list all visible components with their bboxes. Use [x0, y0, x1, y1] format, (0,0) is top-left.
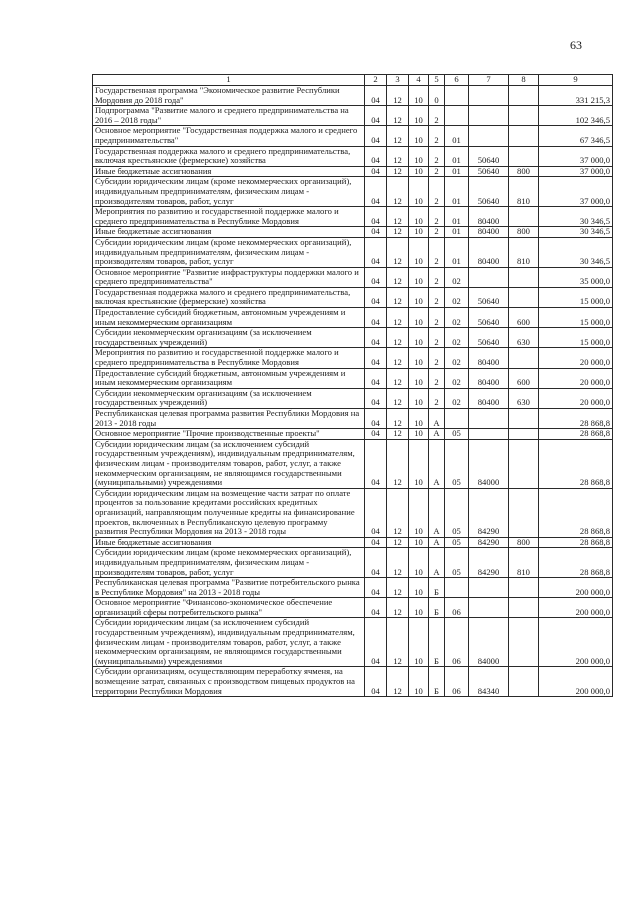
subsection-code-cell: 12: [387, 106, 409, 126]
section-code-cell: 04: [365, 618, 387, 667]
amount-cell: 28 868,8: [539, 537, 613, 548]
subsection-code-cell: 12: [387, 287, 409, 307]
section-code-cell: 04: [365, 106, 387, 126]
section-code-cell: 04: [365, 308, 387, 328]
section-code-cell: 04: [365, 237, 387, 267]
activity-code-cell: 01: [445, 237, 469, 267]
section-code-cell: 04: [365, 667, 387, 697]
row-name-cell: Субсидии некоммерческим организациям (за исключением государственных учреждений): [93, 328, 365, 348]
subprogram-code-cell: 2: [429, 287, 445, 307]
activity-code-cell: 01: [445, 227, 469, 238]
amount-cell: 35 000,0: [539, 267, 613, 287]
column-header: 6: [445, 75, 469, 86]
direction-code-cell: 84000: [469, 439, 509, 488]
section-code-cell: 04: [365, 537, 387, 548]
program-code-cell: 10: [409, 368, 429, 388]
table-row: [93, 429, 613, 440]
program-code-cell: 10: [409, 328, 429, 348]
subsection-code-cell: 12: [387, 328, 409, 348]
activity-code-cell: 02: [445, 348, 469, 368]
subsection-code-cell: 12: [387, 667, 409, 697]
subsection-code-cell: 12: [387, 578, 409, 598]
subprogram-code-cell: 2: [429, 106, 445, 126]
direction-code-cell: 80400: [469, 348, 509, 368]
amount-cell: 15 000,0: [539, 287, 613, 307]
section-code-cell: 04: [365, 548, 387, 578]
subprogram-code-cell: А: [429, 548, 445, 578]
expense-type-cell: [509, 598, 539, 618]
row-name-cell: Государственная поддержка малого и среднего предпринимательства, включая крестьянские (фермерские) хозяйства: [93, 287, 365, 307]
row-name-cell: Республиканская целевая программа развития Республики Мордовия на 2013 - 2018 годы: [93, 409, 365, 429]
direction-code-cell: [469, 106, 509, 126]
section-code-cell: 04: [365, 207, 387, 227]
subsection-code-cell: 12: [387, 126, 409, 146]
row-name-cell: Предоставление субсидий бюджетным, автономным учреждениям и иным некоммерческим организациям: [93, 368, 365, 388]
amount-cell: 28 868,8: [539, 429, 613, 440]
program-code-cell: 10: [409, 667, 429, 697]
subsection-code-cell: 12: [387, 598, 409, 618]
activity-code-cell: 05: [445, 439, 469, 488]
subsection-code-cell: 12: [387, 146, 409, 166]
subprogram-code-cell: 0: [429, 86, 445, 106]
header-row: [93, 75, 613, 86]
subprogram-code-cell: А: [429, 409, 445, 429]
activity-code-cell: [445, 86, 469, 106]
amount-cell: 30 346,5: [539, 237, 613, 267]
subsection-code-cell: 12: [387, 207, 409, 227]
program-code-cell: 10: [409, 388, 429, 408]
subprogram-code-cell: Б: [429, 598, 445, 618]
program-code-cell: 10: [409, 578, 429, 598]
activity-code-cell: 06: [445, 667, 469, 697]
direction-code-cell: 80400: [469, 368, 509, 388]
direction-code-cell: [469, 578, 509, 598]
row-name-cell: Субсидии юридическим лицам (кроме некоммерческих организаций), индивидуальным предпринимателям, физическим лицам - производителям товаров, работ, услуг: [93, 237, 365, 267]
table-row: [93, 388, 613, 408]
program-code-cell: 10: [409, 537, 429, 548]
table-row: [93, 409, 613, 429]
amount-cell: 28 868,8: [539, 548, 613, 578]
row-name-cell: Иные бюджетные ассигнования: [93, 227, 365, 238]
subprogram-code-cell: А: [429, 537, 445, 548]
direction-code-cell: [469, 86, 509, 106]
subsection-code-cell: 12: [387, 548, 409, 578]
expense-type-cell: [509, 488, 539, 537]
subprogram-code-cell: 2: [429, 207, 445, 227]
section-code-cell: 04: [365, 368, 387, 388]
expense-type-cell: 630: [509, 328, 539, 348]
subsection-code-cell: 12: [387, 409, 409, 429]
section-code-cell: 04: [365, 388, 387, 408]
activity-code-cell: 06: [445, 618, 469, 667]
amount-cell: 200 000,0: [539, 618, 613, 667]
subsection-code-cell: 12: [387, 308, 409, 328]
activity-code-cell: [445, 578, 469, 598]
expense-type-cell: [509, 287, 539, 307]
activity-code-cell: 01: [445, 146, 469, 166]
subprogram-code-cell: А: [429, 488, 445, 537]
row-name-cell: Субсидии некоммерческим организациям (за исключением государственных учреждений): [93, 388, 365, 408]
direction-code-cell: [469, 409, 509, 429]
program-code-cell: 10: [409, 267, 429, 287]
activity-code-cell: 01: [445, 126, 469, 146]
program-code-cell: 10: [409, 618, 429, 667]
expense-type-cell: [509, 578, 539, 598]
table-row: [93, 126, 613, 146]
direction-code-cell: 80400: [469, 227, 509, 238]
subprogram-code-cell: 2: [429, 328, 445, 348]
activity-code-cell: 05: [445, 429, 469, 440]
subprogram-code-cell: 2: [429, 388, 445, 408]
subprogram-code-cell: А: [429, 439, 445, 488]
direction-code-cell: 50640: [469, 146, 509, 166]
table-row: [93, 308, 613, 328]
section-code-cell: 04: [365, 267, 387, 287]
table-row: [93, 578, 613, 598]
subprogram-code-cell: Б: [429, 578, 445, 598]
program-code-cell: 10: [409, 207, 429, 227]
amount-cell: 28 868,8: [539, 488, 613, 537]
table-row: [93, 237, 613, 267]
table-row: [93, 227, 613, 238]
direction-code-cell: 84000: [469, 618, 509, 667]
row-name-cell: Субсидии организациям, осуществляющим переработку ячменя, на возмещение затрат, связанных с производством пищевых продуктов на территории Республики Мордовия: [93, 667, 365, 697]
section-code-cell: 04: [365, 287, 387, 307]
program-code-cell: 10: [409, 287, 429, 307]
expense-type-cell: [509, 618, 539, 667]
section-code-cell: 04: [365, 598, 387, 618]
subsection-code-cell: 12: [387, 388, 409, 408]
table-row: [93, 348, 613, 368]
subprogram-code-cell: 2: [429, 308, 445, 328]
section-code-cell: 04: [365, 177, 387, 207]
row-name-cell: Государственная программа "Экономическое развитие Республики Мордовия до 2018 года": [93, 86, 365, 106]
program-code-cell: 10: [409, 348, 429, 368]
row-name-cell: Подпрограмма "Развитие малого и среднего предпринимательства на 2016 – 2018 годы": [93, 106, 365, 126]
expense-type-cell: [509, 667, 539, 697]
subprogram-code-cell: 2: [429, 177, 445, 207]
program-code-cell: 10: [409, 227, 429, 238]
activity-code-cell: [445, 409, 469, 429]
subsection-code-cell: 12: [387, 368, 409, 388]
subprogram-code-cell: 2: [429, 166, 445, 177]
expense-type-cell: [509, 86, 539, 106]
program-code-cell: 10: [409, 166, 429, 177]
activity-code-cell: 05: [445, 537, 469, 548]
activity-code-cell: 05: [445, 488, 469, 537]
direction-code-cell: 84340: [469, 667, 509, 697]
amount-cell: 28 868,8: [539, 409, 613, 429]
amount-cell: 37 000,0: [539, 146, 613, 166]
expense-type-cell: [509, 348, 539, 368]
direction-code-cell: [469, 267, 509, 287]
section-code-cell: 04: [365, 488, 387, 537]
subprogram-code-cell: 2: [429, 237, 445, 267]
table-row: [93, 328, 613, 348]
table-row: [93, 598, 613, 618]
page-number: 63: [570, 38, 582, 52]
activity-code-cell: 02: [445, 267, 469, 287]
subsection-code-cell: 12: [387, 439, 409, 488]
table-body: [93, 86, 613, 697]
direction-code-cell: 84290: [469, 488, 509, 537]
direction-code-cell: [469, 429, 509, 440]
activity-code-cell: 01: [445, 177, 469, 207]
column-header: 5: [429, 75, 445, 86]
amount-cell: 30 346,5: [539, 207, 613, 227]
row-name-cell: Основное мероприятие "Государственная поддержка малого и среднего предпринимательства": [93, 126, 365, 146]
column-header: 2: [365, 75, 387, 86]
expense-type-cell: 810: [509, 237, 539, 267]
amount-cell: 331 215,3: [539, 86, 613, 106]
program-code-cell: 10: [409, 308, 429, 328]
expense-type-cell: [509, 267, 539, 287]
activity-code-cell: 02: [445, 368, 469, 388]
row-name-cell: Основное мероприятие "Финансово-экономическое обеспечение организаций сферы потребительского рынка": [93, 598, 365, 618]
amount-cell: 200 000,0: [539, 667, 613, 697]
expense-type-cell: [509, 439, 539, 488]
amount-cell: 20 000,0: [539, 368, 613, 388]
subprogram-code-cell: 2: [429, 267, 445, 287]
subprogram-code-cell: 2: [429, 227, 445, 238]
table-row: [93, 86, 613, 106]
subprogram-code-cell: 2: [429, 368, 445, 388]
row-name-cell: Субсидии юридическим лицам на возмещение части затрат по оплате процентов за пользование кредитами российских кредитных организаций, направляющим полученные кредиты на финансирование проектов, включенных в Республиканскую целевую программу развития Республики Мордовия на 2013 - 2018 годы: [93, 488, 365, 537]
expense-type-cell: 810: [509, 548, 539, 578]
expense-type-cell: [509, 146, 539, 166]
amount-cell: 102 346,5: [539, 106, 613, 126]
row-name-cell: Государственная поддержка малого и среднего предпринимательства, включая крестьянские (фермерские) хозяйства: [93, 146, 365, 166]
direction-code-cell: 84290: [469, 548, 509, 578]
expense-type-cell: 800: [509, 537, 539, 548]
expense-type-cell: 600: [509, 308, 539, 328]
expense-type-cell: [509, 409, 539, 429]
subprogram-code-cell: Б: [429, 667, 445, 697]
column-header: 1: [93, 75, 365, 86]
table-row: [93, 207, 613, 227]
section-code-cell: 04: [365, 439, 387, 488]
subsection-code-cell: 12: [387, 537, 409, 548]
subsection-code-cell: 12: [387, 429, 409, 440]
table-row: [93, 166, 613, 177]
activity-code-cell: [445, 106, 469, 126]
program-code-cell: 10: [409, 177, 429, 207]
section-code-cell: 04: [365, 227, 387, 238]
section-code-cell: 04: [365, 146, 387, 166]
table-row: [93, 177, 613, 207]
expense-type-cell: [509, 429, 539, 440]
subsection-code-cell: 12: [387, 86, 409, 106]
activity-code-cell: 06: [445, 598, 469, 618]
column-header: 9: [539, 75, 613, 86]
row-name-cell: Мероприятия по развитию и государственной поддержке малого и среднего предпринимательства в Республике Мордовия: [93, 348, 365, 368]
amount-cell: 15 000,0: [539, 328, 613, 348]
expense-type-cell: 630: [509, 388, 539, 408]
section-code-cell: 04: [365, 409, 387, 429]
program-code-cell: 10: [409, 237, 429, 267]
subprogram-code-cell: 2: [429, 126, 445, 146]
table-row: [93, 146, 613, 166]
amount-cell: 200 000,0: [539, 578, 613, 598]
amount-cell: 30 346,5: [539, 227, 613, 238]
table-row: [93, 488, 613, 537]
subsection-code-cell: 12: [387, 618, 409, 667]
subsection-code-cell: 12: [387, 488, 409, 537]
program-code-cell: 10: [409, 548, 429, 578]
table-row: [93, 618, 613, 667]
subsection-code-cell: 12: [387, 166, 409, 177]
subsection-code-cell: 12: [387, 237, 409, 267]
table-row: [93, 667, 613, 697]
program-code-cell: 10: [409, 126, 429, 146]
section-code-cell: 04: [365, 166, 387, 177]
row-name-cell: Иные бюджетные ассигнования: [93, 166, 365, 177]
activity-code-cell: 02: [445, 308, 469, 328]
program-code-cell: 10: [409, 439, 429, 488]
program-code-cell: 10: [409, 429, 429, 440]
direction-code-cell: 50640: [469, 328, 509, 348]
direction-code-cell: [469, 126, 509, 146]
amount-cell: 20 000,0: [539, 388, 613, 408]
program-code-cell: 10: [409, 146, 429, 166]
row-name-cell: Субсидии юридическим лицам (кроме некоммерческих организаций), индивидуальным предпринимателям, физическим лицам - производителям товаров, работ, услуг: [93, 177, 365, 207]
subsection-code-cell: 12: [387, 227, 409, 238]
amount-cell: 20 000,0: [539, 348, 613, 368]
subsection-code-cell: 12: [387, 348, 409, 368]
subsection-code-cell: 12: [387, 177, 409, 207]
column-header: 4: [409, 75, 429, 86]
row-name-cell: Иные бюджетные ассигнования: [93, 537, 365, 548]
subsection-code-cell: 12: [387, 267, 409, 287]
direction-code-cell: 50640: [469, 177, 509, 207]
section-code-cell: 04: [365, 126, 387, 146]
activity-code-cell: 01: [445, 166, 469, 177]
column-header: 7: [469, 75, 509, 86]
amount-cell: 200 000,0: [539, 598, 613, 618]
direction-code-cell: [469, 598, 509, 618]
expense-type-cell: [509, 126, 539, 146]
expense-type-cell: 800: [509, 166, 539, 177]
amount-cell: 28 868,8: [539, 439, 613, 488]
table-row: [93, 439, 613, 488]
table-row: [93, 267, 613, 287]
subprogram-code-cell: А: [429, 429, 445, 440]
program-code-cell: 10: [409, 598, 429, 618]
expense-type-cell: 800: [509, 227, 539, 238]
section-code-cell: 04: [365, 578, 387, 598]
table-row: [93, 537, 613, 548]
column-header: 8: [509, 75, 539, 86]
amount-cell: 37 000,0: [539, 166, 613, 177]
section-code-cell: 04: [365, 348, 387, 368]
row-name-cell: Мероприятия по развитию и государственной поддержке малого и среднего предпринимательства в Республике Мордовия: [93, 207, 365, 227]
direction-code-cell: 50640: [469, 287, 509, 307]
activity-code-cell: 02: [445, 328, 469, 348]
row-name-cell: Субсидии юридическим лицам (кроме некоммерческих организаций), индивидуальным предпринимателям, физическим лицам - производителям товаров, работ, услуг: [93, 548, 365, 578]
subprogram-code-cell: 2: [429, 146, 445, 166]
activity-code-cell: 05: [445, 548, 469, 578]
row-name-cell: Субсидии юридическим лицам (за исключением субсидий государственным учреждениям), индивидуальным предпринимателям, физическим лицам - производителям товаров, работ, услуг, а также некоммерческим организациям, не являющимся государственными (муниципальными) учреждениями: [93, 439, 365, 488]
section-code-cell: 04: [365, 86, 387, 106]
expense-type-cell: [509, 106, 539, 126]
amount-cell: 37 000,0: [539, 177, 613, 207]
subprogram-code-cell: 2: [429, 348, 445, 368]
expense-type-cell: [509, 207, 539, 227]
section-code-cell: 04: [365, 328, 387, 348]
column-header: 3: [387, 75, 409, 86]
program-code-cell: 10: [409, 86, 429, 106]
row-name-cell: Предоставление субсидий бюджетным, автономным учреждениям и иным некоммерческим организациям: [93, 308, 365, 328]
expense-type-cell: 810: [509, 177, 539, 207]
direction-code-cell: 80400: [469, 207, 509, 227]
direction-code-cell: 84290: [469, 537, 509, 548]
table-row: [93, 368, 613, 388]
program-code-cell: 10: [409, 106, 429, 126]
table-row: [93, 548, 613, 578]
table-row: [93, 287, 613, 307]
budget-table: [92, 74, 613, 697]
table-row: [93, 106, 613, 126]
section-code-cell: 04: [365, 429, 387, 440]
program-code-cell: 10: [409, 409, 429, 429]
direction-code-cell: 80400: [469, 237, 509, 267]
program-code-cell: 10: [409, 488, 429, 537]
direction-code-cell: 50640: [469, 308, 509, 328]
activity-code-cell: 02: [445, 388, 469, 408]
amount-cell: 15 000,0: [539, 308, 613, 328]
row-name-cell: Субсидии юридическим лицам (за исключением субсидий государственным учреждениям), индивидуальным предпринимателям, физическим лицам - производителям товаров, работ, услуг, а также некоммерческим организациям, не являющимся государственными (муниципальными) учреждениями: [93, 618, 365, 667]
amount-cell: 67 346,5: [539, 126, 613, 146]
activity-code-cell: 01: [445, 207, 469, 227]
row-name-cell: Республиканская целевая программа "Развитие потребительского рынка в Республике Мордовия" на 2013 - 2018 годы: [93, 578, 365, 598]
direction-code-cell: 80400: [469, 388, 509, 408]
row-name-cell: Основное мероприятие "Прочие производственные проекты": [93, 429, 365, 440]
row-name-cell: Основное мероприятие "Развитие инфраструктуры поддержки малого и среднего предпринимательства": [93, 267, 365, 287]
subprogram-code-cell: Б: [429, 618, 445, 667]
expense-type-cell: 600: [509, 368, 539, 388]
direction-code-cell: 50640: [469, 166, 509, 177]
activity-code-cell: 02: [445, 287, 469, 307]
